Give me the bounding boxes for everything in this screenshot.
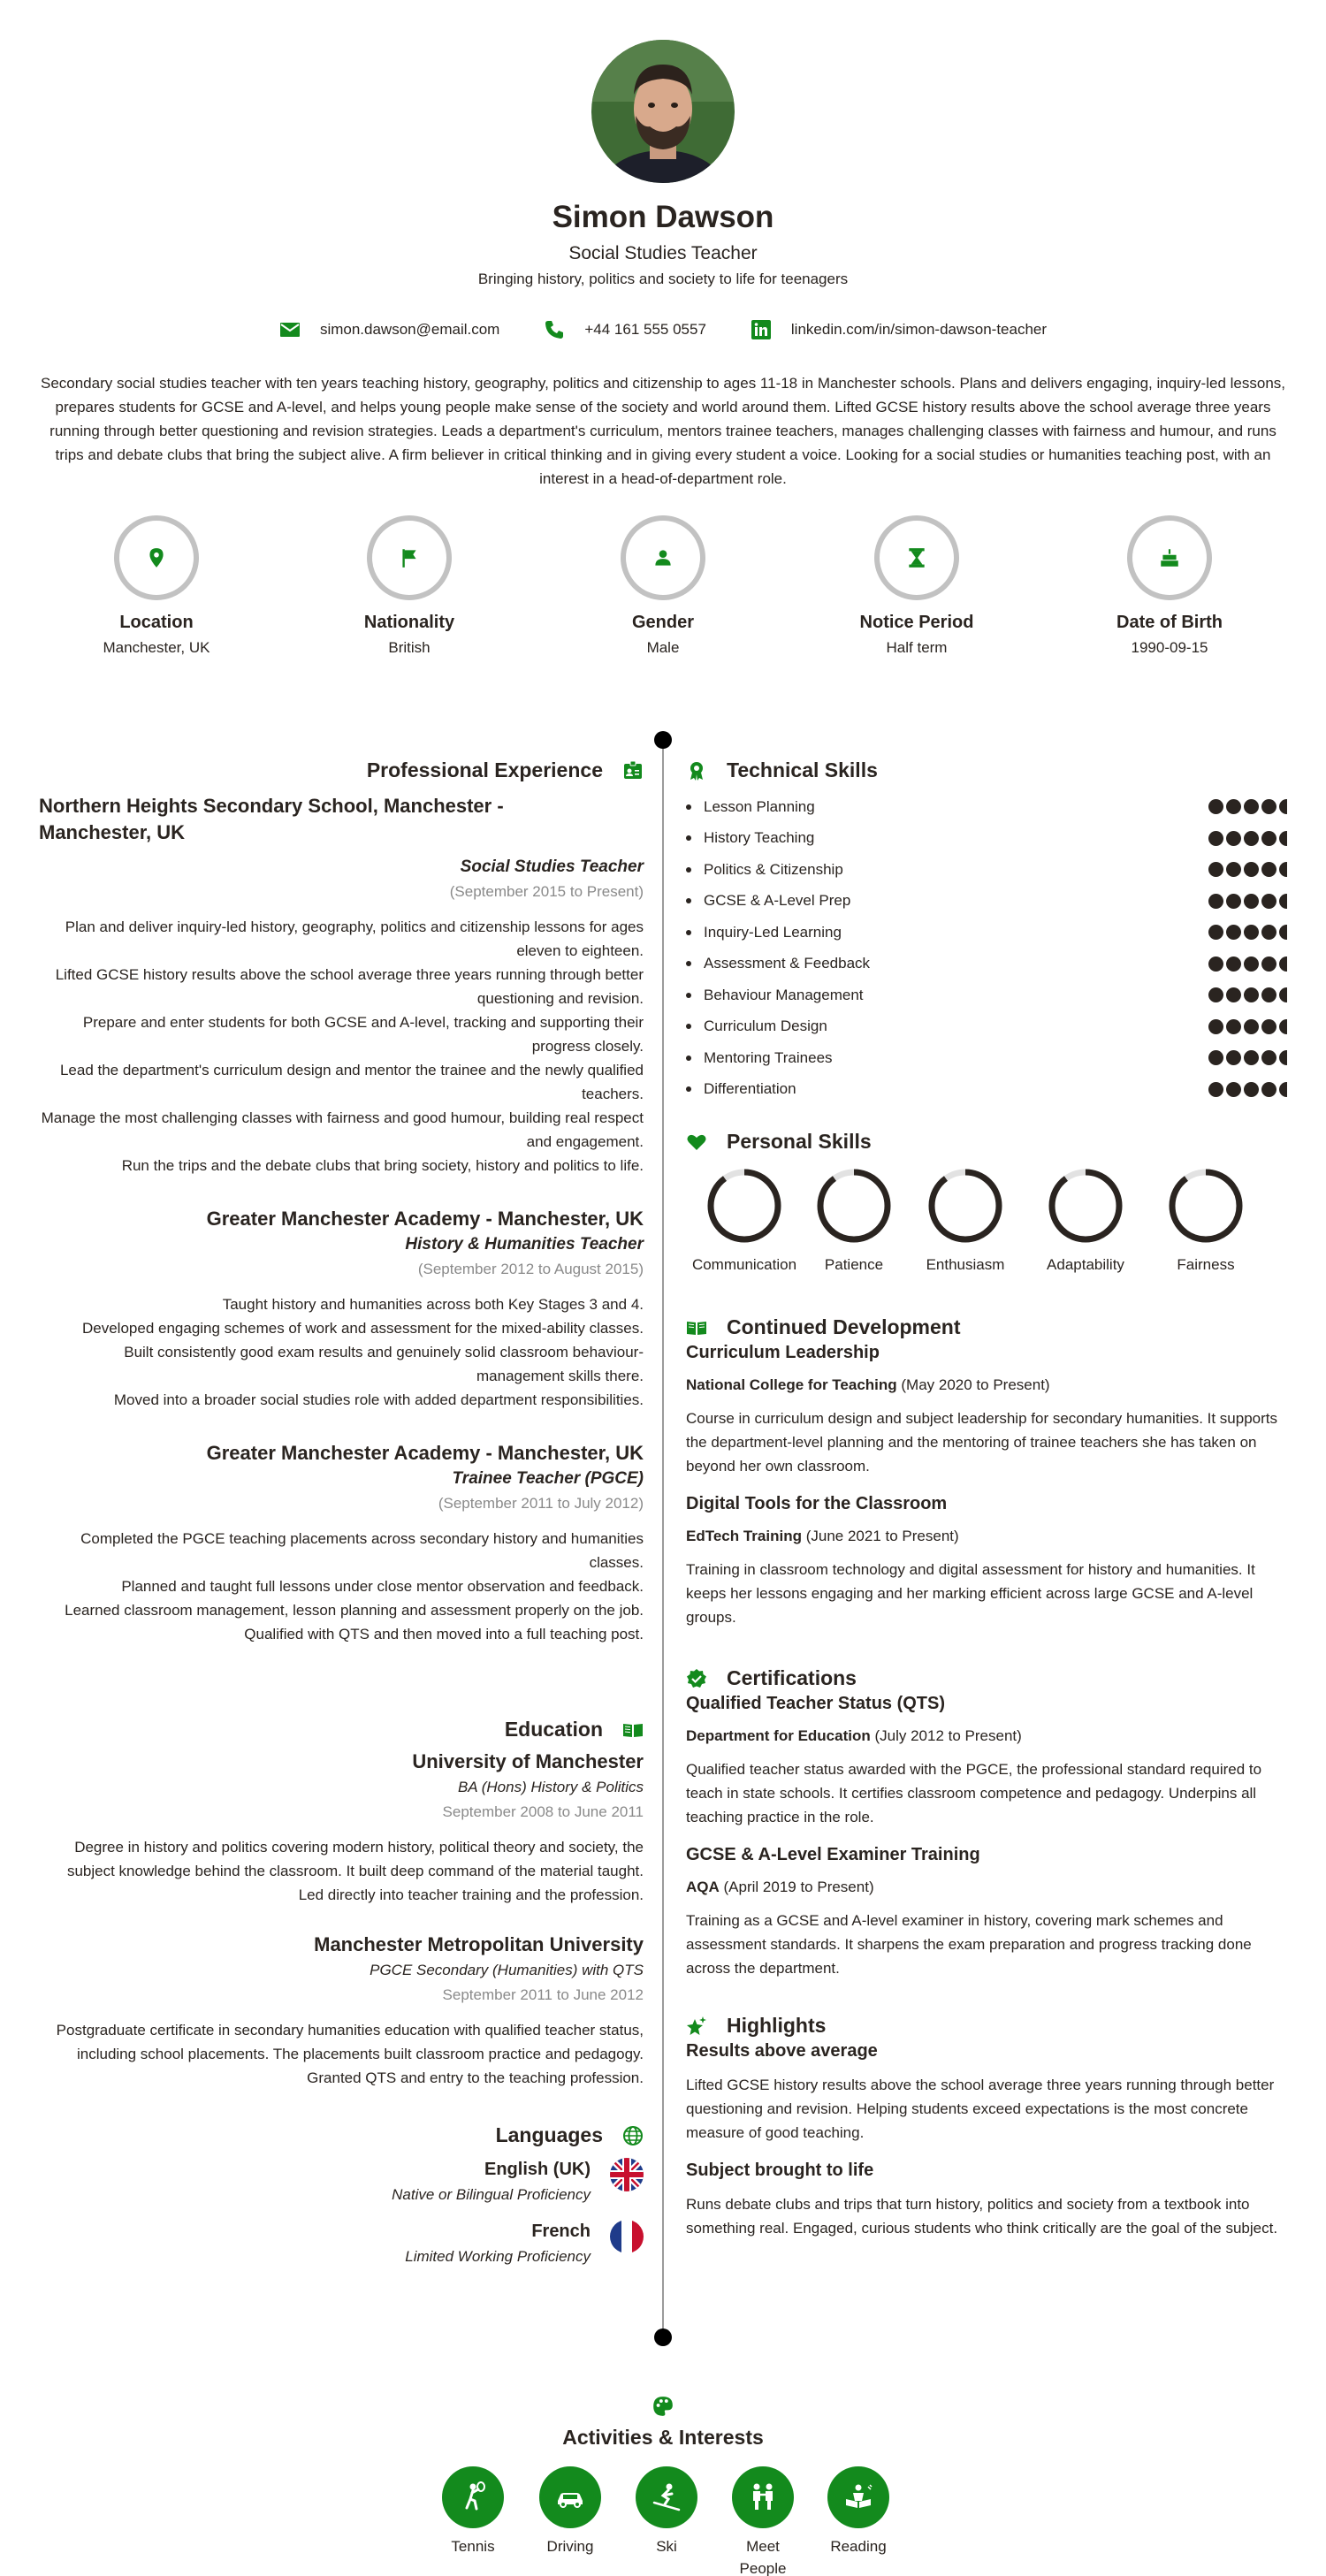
development-heading [686, 1315, 1287, 1339]
personal-skill [686, 1166, 803, 1274]
language-level: Native or Bilingual Proficiency [392, 2186, 591, 2203]
job-dates: (September 2012 to August 2015) [417, 1261, 644, 1277]
rating-half-dot [1279, 894, 1287, 909]
skill-row [686, 1011, 1287, 1043]
skill-rating [1208, 956, 1287, 972]
highlights-section [686, 2014, 1287, 2240]
development-title: Curriculum Leadership [686, 1343, 880, 1362]
uk-flag-icon [610, 2158, 644, 2191]
linkedin-icon [751, 319, 772, 340]
job-org: Greater Manchester Academy - Manchester, UK [206, 1442, 644, 1464]
certification-entry [686, 1690, 1287, 1829]
rating-half-dot [1279, 831, 1287, 846]
certification-meta [686, 1724, 1287, 1749]
highlight-desc: Runs debate clubs and trips that turn history, politics and society from a textbook into something real. Engaged, curious students who think critically are the goal of the subject. [686, 2196, 1278, 2237]
certification-provider: Department for Education [686, 1727, 871, 1744]
job-bullet: Built consistently good exam results and genuinely solid classroom behaviour-management skills there. [124, 1344, 644, 1384]
rating-dot [1208, 862, 1223, 877]
job-bullet: Plan and deliver inquiry-led history, geography, politics and citizenship lessons for ages eleven to eighteen. [65, 918, 644, 959]
skill-name: Inquiry-Led Learning [686, 924, 842, 941]
rating-dot [1261, 799, 1276, 814]
rating-dot [1244, 894, 1259, 909]
rating-dot [1208, 956, 1223, 972]
activity-reading [814, 2466, 903, 2557]
meet-people-icon [745, 2480, 781, 2515]
activity-label: Reading [830, 2538, 887, 2555]
rating-dot [1208, 799, 1223, 814]
timeline-line [662, 739, 664, 2337]
certification-desc: Qualified teacher status awarded with the PGCE, the professional standard required to teach in state schools. It certifies classroom competence and pedagogy. Underpins all teaching practice in the role. [686, 1761, 1262, 1825]
section-title: Languages [495, 2123, 603, 2146]
section-title: Continued Development [727, 1315, 961, 1338]
fact-label: Gender [631, 613, 695, 632]
personal-skill [1155, 1166, 1257, 1274]
skill-name: Fairness [1177, 1256, 1235, 1273]
cake-icon [1158, 546, 1181, 569]
profile-summary: Secondary social studies teacher with ten years teaching history, geography, politics and citizenship to ages 11-18 in Manchester schools. Plans and delivers engaging, inquiry-led lessons, prepares students for GCSE and A-level, and helps young people make sense of the society and world around them. Lifted GCSE history results above the school average three years running through better questioning and revision strategies. Leads a department's curriculum, mentors trainee teachers, manages challenging classes with fairness and humour, and runs trips and debate clubs that bring the subject alive. A firm believer in critical thinking and in giving every student a voice. Looking for a social studies or humanities teaching post, with an interest in a head-of-department role. [40, 375, 1285, 487]
job-bullet: Qualified with QTS and then moved into a full teaching post. [244, 1626, 644, 1642]
skill-row [686, 854, 1287, 886]
hourglass-icon [905, 546, 928, 569]
rating-dot [1226, 925, 1241, 940]
rating-dot [1226, 862, 1241, 877]
rating-dot [1226, 987, 1241, 1002]
skill-row [686, 949, 1287, 980]
skill-rating [1208, 862, 1287, 877]
highlight-entry [686, 2157, 1287, 2240]
skill-rating [1208, 1082, 1287, 1097]
fact-location [59, 515, 254, 657]
fact-label: Nationality [363, 613, 455, 632]
ski-icon [649, 2480, 684, 2515]
rating-half-dot [1279, 1082, 1287, 1097]
certification-title: GCSE & A-Level Examiner Training [686, 1845, 980, 1864]
rating-dot [1244, 799, 1259, 814]
fact-label: Notice Period [859, 613, 974, 632]
rating-dot [1226, 956, 1241, 972]
rating-half-dot [1279, 1050, 1287, 1065]
certifications-heading [686, 1666, 1287, 1690]
skill-rating [1208, 894, 1287, 909]
experience-heading [39, 758, 644, 782]
rating-dot [1208, 1050, 1223, 1065]
experience-section [39, 758, 644, 1646]
skill-name: Communication [691, 1256, 797, 1273]
job-bullet: Lifted GCSE history results above the school average three years running through better questioning and revision. [55, 966, 644, 1007]
job-bullet: Taught history and humanities across both Key Stages 3 and 4. [222, 1296, 644, 1313]
rating-half-dot [1279, 925, 1287, 940]
fact-notice-period [819, 515, 1014, 657]
rating-dot [1261, 894, 1276, 909]
phone-text[interactable]: +44 161 555 0557 [584, 321, 706, 338]
personal-skill [810, 1166, 898, 1274]
development-meta [686, 1524, 1287, 1549]
job-role: Trainee Teacher (PGCE) [452, 1469, 644, 1488]
job-title: Social Studies Teacher [568, 243, 758, 263]
skill-row [686, 1042, 1287, 1074]
development-entry [686, 1490, 1287, 1629]
personal-skills-list [686, 1166, 1287, 1290]
development-provider: National College for Teaching [686, 1376, 897, 1393]
rating-half-dot [1279, 862, 1287, 877]
skill-row [686, 1074, 1287, 1106]
skill-row [686, 979, 1287, 1011]
book-icon [686, 1317, 707, 1338]
job-bullet: Developed engaging schemes of work and assessment for the mixed-ability classes. [82, 1320, 644, 1337]
rating-dot [1244, 1050, 1259, 1065]
rating-dot [1244, 925, 1259, 940]
candidate-name: Simon Dawson [552, 200, 774, 234]
skill-rating [1208, 799, 1287, 814]
profile-photo [591, 40, 735, 183]
fact-value: British [388, 639, 431, 656]
tennis-icon [455, 2480, 491, 2515]
skill-name: Mentoring Trainees [686, 1049, 833, 1067]
certification-provider: AQA [686, 1879, 720, 1895]
skill-name: Behaviour Management [686, 987, 864, 1004]
rating-dot [1244, 1082, 1259, 1097]
phone-icon [544, 319, 565, 340]
rating-dot [1261, 987, 1276, 1002]
skill-name: Politics & Citizenship [686, 861, 843, 879]
skill-name: Patience [824, 1256, 884, 1273]
id-badge-icon [622, 760, 644, 781]
location-pin-icon [145, 546, 168, 569]
gauge-fill [1172, 1172, 1239, 1239]
person-icon [652, 546, 674, 569]
section-title: Highlights [727, 2014, 827, 2037]
car-icon [552, 2480, 588, 2515]
language-entry [39, 2218, 644, 2269]
rating-dot [1226, 1050, 1241, 1065]
globe-icon [622, 2125, 644, 2146]
job-entry [39, 1206, 644, 1412]
education-dates: September 2011 to June 2012 [442, 1986, 644, 2003]
skill-gauge [1166, 1166, 1246, 1246]
job-bullet: Planned and taught full lessons under close mentor observation and feedback. [121, 1578, 644, 1595]
gauge-fill [1052, 1172, 1119, 1239]
fact-label: Date of Birth [1116, 613, 1223, 632]
skill-name: Lesson Planning [686, 798, 815, 816]
contact-row [0, 319, 1326, 340]
certification-dates: (April 2019 to Present) [723, 1879, 874, 1895]
reading-icon [841, 2480, 876, 2515]
rating-dot [1208, 831, 1223, 846]
contact-phone[interactable] [544, 319, 706, 340]
section-title: Technical Skills [727, 758, 878, 781]
timeline-dot-top [654, 731, 672, 749]
rating-half-dot [1279, 799, 1287, 814]
skill-gauge [1046, 1166, 1125, 1246]
education-desc: Postgraduate certificate in secondary humanities education with qualified teacher status, including school placements. The placements built classroom practice and pedagogy. Granted QTS and entry to the teaching profession. [56, 2022, 644, 2086]
skill-name: Enthusiasm [926, 1256, 1005, 1273]
job-bullet: Run the trips and the debate clubs that bring society, history and politics to life. [121, 1157, 644, 1174]
education-dates: September 2008 to June 2011 [442, 1803, 644, 1820]
certification-meta [686, 1875, 1287, 1900]
fact-date-of-birth [1072, 515, 1267, 657]
highlight-desc: Lifted GCSE history results above the school average three years running through better questioning and revision. Helping students exceed expectations is the most concrete measure of good teaching. [686, 2077, 1275, 2141]
rating-dot [1244, 1019, 1259, 1034]
personal-skills-section [686, 1130, 1287, 1290]
job-entry [39, 1440, 644, 1646]
rating-dot [1261, 862, 1276, 877]
development-entry [686, 1339, 1287, 1478]
technical-skills-list [686, 791, 1287, 1105]
job-bullet: Moved into a broader social studies role with added department responsibilities. [113, 1391, 644, 1408]
section-title: Certifications [727, 1666, 857, 1689]
rating-dot [1244, 956, 1259, 972]
fact-label: Location [119, 613, 194, 632]
rating-dot [1261, 1082, 1276, 1097]
languages-section [39, 2123, 644, 2269]
development-section [686, 1315, 1287, 1629]
language-name: English (UK) [484, 2160, 591, 2179]
award-ribbon-icon [686, 760, 707, 781]
france-flag-icon [610, 2220, 644, 2253]
language-level: Limited Working Proficiency [405, 2248, 591, 2265]
rating-half-dot [1279, 1019, 1287, 1034]
highlight-entry [686, 2038, 1287, 2145]
development-desc: Course in curriculum design and subject leadership for secondary humanities. It supports the department-level planning and the mentoring of trainee teachers she has taken on beyond her own classroom. [686, 1410, 1278, 1475]
development-desc: Training in classroom technology and digital assessment for history and humanities. It keeps her lessons engaging and her marking efficient across large GCSE and A-level groups. [686, 1561, 1255, 1626]
rating-dot [1226, 799, 1241, 814]
skill-row [686, 886, 1287, 918]
rating-dot [1261, 925, 1276, 940]
education-heading [39, 1718, 644, 1741]
skill-row [686, 823, 1287, 855]
job-org: Greater Manchester Academy - Manchester, UK [206, 1208, 644, 1230]
activity-meet-people [719, 2466, 807, 2576]
job-entry [39, 793, 644, 1177]
gauge-fill [711, 1172, 778, 1239]
education-entry [39, 1749, 644, 1907]
activity-label: Driving [546, 2538, 594, 2555]
language-entry [39, 2156, 644, 2207]
skill-rating [1208, 831, 1287, 846]
school-name: Manchester Metropolitan University [314, 1933, 644, 1955]
rating-dot [1244, 987, 1259, 1002]
rating-half-dot [1279, 956, 1287, 972]
highlights-heading [686, 2014, 1287, 2038]
skill-name: Curriculum Design [686, 1017, 827, 1035]
skill-rating [1208, 1050, 1287, 1065]
skill-gauge [814, 1166, 894, 1246]
personal-skill [914, 1166, 1017, 1274]
fact-value: 1990-09-15 [1131, 639, 1208, 656]
fact-gender [566, 515, 760, 657]
skill-name: History Teaching [686, 829, 814, 847]
fact-nationality [312, 515, 507, 657]
open-book-icon [622, 1719, 644, 1741]
section-title: Education [504, 1718, 603, 1741]
rating-dot [1226, 1019, 1241, 1034]
skill-gauge [705, 1166, 784, 1246]
skill-rating [1208, 925, 1287, 940]
activities-heading: Activities & Interests [562, 2426, 764, 2449]
job-bullet: Manage the most challenging classes with fairness and good humour, building real respect and engagement. [41, 1109, 644, 1150]
flag-icon [398, 546, 421, 569]
skill-name: Adaptability [1047, 1256, 1124, 1273]
degree-name: BA (Hons) History & Politics [457, 1779, 644, 1795]
certification-desc: Training as a GCSE and A-level examiner in history, covering mark schemes and assessment standards. It sharpens the exam preparation and progress tracking done across the department. [686, 1912, 1252, 1977]
personal-facts [0, 515, 1326, 674]
rating-dot [1208, 1019, 1223, 1034]
fact-value: Manchester, UK [103, 639, 210, 656]
rating-dot [1244, 862, 1259, 877]
activity-label: Tennis [451, 2538, 495, 2555]
verified-badge-icon [686, 1668, 707, 1689]
personal-skills-heading [686, 1130, 1287, 1154]
education-entry [39, 1932, 644, 2090]
activity-driving [526, 2466, 614, 2557]
job-bullet: Prepare and enter students for both GCSE and A-level, tracking and supporting their progress closely. [82, 1014, 644, 1055]
rating-dot [1261, 956, 1276, 972]
rating-half-dot [1279, 987, 1287, 1002]
gauge-fill [932, 1172, 999, 1239]
job-bullet: Lead the department's curriculum design and mentor the trainee and the newly qualified teachers. [59, 1062, 644, 1102]
rating-dot [1226, 831, 1241, 846]
skill-row [686, 917, 1287, 949]
palette-icon [652, 2395, 674, 2418]
language-name: French [531, 2222, 591, 2241]
certification-title: Qualified Teacher Status (QTS) [686, 1694, 946, 1713]
email-icon [279, 319, 301, 340]
development-dates: (May 2020 to Present) [901, 1376, 1050, 1393]
skill-name: Differentiation [686, 1080, 796, 1098]
development-dates: (June 2021 to Present) [805, 1528, 959, 1544]
skill-row [686, 791, 1287, 823]
rating-dot [1226, 894, 1241, 909]
linkedin-text[interactable]: linkedin.com/in/simon-dawson-teacher [790, 321, 1048, 338]
rating-dot [1226, 1082, 1241, 1097]
languages-heading [39, 2123, 644, 2147]
job-dates: (September 2011 to July 2012) [438, 1495, 644, 1512]
technical-skills-section [686, 758, 1287, 1105]
certifications-section [686, 1666, 1287, 1980]
contact-linkedin[interactable] [751, 319, 1047, 340]
rating-dot [1244, 831, 1259, 846]
job-bullet: Learned classroom management, lesson planning and assessment properly on the job. [65, 1602, 644, 1619]
heart-icon [686, 1132, 707, 1153]
timeline-dot-bottom [654, 2328, 672, 2346]
rating-dot [1208, 1082, 1223, 1097]
degree-name: PGCE Secondary (Humanities) with QTS [370, 1962, 644, 1978]
rating-dot [1261, 831, 1276, 846]
development-meta [686, 1373, 1287, 1398]
rating-dot [1261, 1050, 1276, 1065]
skill-name: Assessment & Feedback [686, 955, 870, 972]
certification-dates: (July 2012 to Present) [874, 1727, 1022, 1744]
section-title: Personal Skills [727, 1130, 872, 1153]
certification-entry [686, 1841, 1287, 1980]
rating-dot [1261, 1019, 1276, 1034]
skill-rating [1208, 1019, 1287, 1034]
gauge-fill [820, 1172, 888, 1239]
section-title: Professional Experience [366, 758, 603, 781]
school-name: University of Manchester [412, 1750, 644, 1772]
skill-name: GCSE & A-Level Prep [686, 892, 850, 910]
education-desc: Degree in history and politics covering modern history, political theory and society, the subject knowledge behind the classroom. It built deep command of the material taught. Led directly into teacher training and the profession. [66, 1839, 644, 1903]
fact-value: Half term [886, 639, 948, 656]
job-role: Social Studies Teacher [460, 857, 644, 876]
activity-label: Meet People [739, 2538, 787, 2576]
activity-label: Ski [656, 2538, 677, 2555]
job-org: Northern Heights Secondary School, Manchester - Manchester, UK [39, 795, 504, 843]
highlight-title: Subject brought to life [686, 2161, 874, 2180]
rating-dot [1208, 987, 1223, 1002]
fact-value: Male [646, 639, 680, 656]
development-title: Digital Tools for the Classroom [686, 1494, 948, 1513]
job-dates: (September 2015 to Present) [449, 883, 644, 900]
rating-dot [1208, 925, 1223, 940]
personal-skill [1027, 1166, 1144, 1274]
email-text[interactable]: simon.dawson@email.com [319, 321, 500, 338]
skill-rating [1208, 987, 1287, 1002]
technical-skills-heading [686, 758, 1287, 782]
activity-ski [622, 2466, 711, 2557]
job-role: History & Humanities Teacher [405, 1235, 644, 1254]
sparkle-star-icon [686, 2016, 707, 2037]
education-section [39, 1718, 644, 2090]
skill-gauge [926, 1166, 1005, 1246]
development-provider: EdTech Training [686, 1528, 802, 1544]
contact-email[interactable] [279, 319, 499, 340]
tagline: Bringing history, politics and society to life for teenagers [477, 271, 849, 287]
rating-dot [1208, 894, 1223, 909]
job-bullet: Completed the PGCE teaching placements across secondary history and humanities classes. [80, 1530, 644, 1571]
highlight-title: Results above average [686, 2041, 878, 2061]
activity-tennis [429, 2466, 517, 2557]
